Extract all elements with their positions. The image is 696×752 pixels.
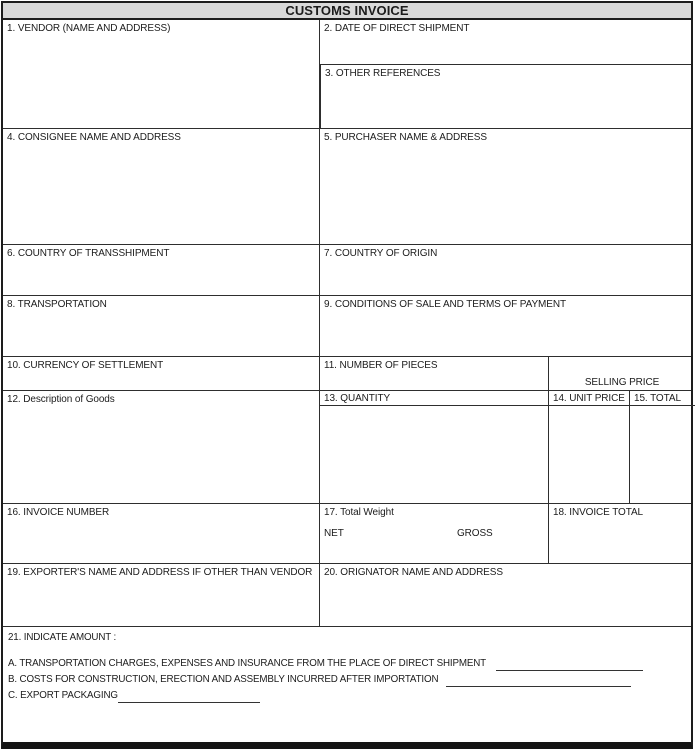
row-exporter-originator — [3, 564, 691, 627]
transportation-field[interactable] — [3, 296, 319, 356]
quantity-field[interactable] — [320, 406, 548, 503]
country-of-origin-label: 7. COUNTRY OF ORIGIN — [324, 248, 438, 259]
consignee-field[interactable] — [3, 129, 319, 244]
total-weight-field[interactable] — [319, 504, 548, 563]
country-of-origin-field[interactable] — [319, 245, 691, 295]
total-weight-label: 17. Total Weight — [324, 507, 394, 518]
other-references-label: 3. OTHER REFERENCES — [325, 68, 441, 79]
total-field[interactable] — [630, 406, 695, 503]
amount-a-line — [8, 656, 686, 671]
row-invoice-weight-total — [3, 504, 691, 564]
date-of-direct-shipment-field[interactable] — [320, 20, 691, 65]
vendor-field[interactable] — [3, 20, 319, 128]
amount-b-label: B. COSTS FOR CONSTRUCTION, ERECTION AND ASSEMBLY INCURRED AFTER IMPORTATION — [8, 674, 439, 686]
amount-c-blank[interactable] — [118, 691, 260, 703]
total-label: 15. TOTAL — [634, 393, 681, 404]
row-indicate-amount — [3, 627, 691, 742]
vendor-label: 1. VENDOR (NAME AND ADDRESS) — [7, 23, 171, 34]
number-of-pieces-field[interactable] — [319, 357, 548, 390]
description-of-goods-field[interactable] — [3, 391, 319, 503]
indicate-amount-label: 21. INDICATE AMOUNT : — [8, 632, 117, 643]
row-consignee-purchaser — [3, 129, 691, 245]
amount-a-blank[interactable] — [496, 659, 643, 671]
amount-b-blank[interactable] — [446, 675, 631, 687]
exporter-field[interactable] — [3, 564, 319, 626]
row-transportation-conditions — [3, 296, 691, 357]
unit-price-column — [548, 391, 629, 503]
country-of-transshipment-field[interactable] — [3, 245, 319, 295]
form-title-bar — [3, 3, 691, 20]
consignee-label: 4. CONSIGNEE NAME AND ADDRESS — [7, 132, 181, 143]
currency-of-settlement-label: 10. CURRENCY OF SETTLEMENT — [7, 360, 164, 371]
gross-weight-label: GROSS — [457, 528, 493, 539]
conditions-of-sale-label: 9. CONDITIONS OF SALE AND TERMS OF PAYMENT — [324, 299, 566, 310]
selling-price-label: SELLING PRICE — [584, 376, 660, 388]
row-currency-pieces — [3, 357, 691, 391]
unit-price-header — [549, 391, 629, 406]
invoice-total-field[interactable] — [548, 504, 695, 563]
unit-price-field[interactable] — [549, 406, 629, 503]
quantity-label: 13. QUANTITY — [324, 393, 391, 404]
total-header — [630, 391, 695, 406]
unit-price-label: 14. UNIT PRICE — [553, 393, 625, 404]
transportation-label: 8. TRANSPORTATION — [7, 299, 107, 310]
purchaser-field[interactable] — [319, 129, 691, 244]
customs-invoice-form — [1, 1, 693, 749]
invoice-number-label: 16. INVOICE NUMBER — [7, 507, 110, 518]
indicate-amount-section — [3, 627, 691, 742]
form-title: CUSTOMS INVOICE — [285, 3, 409, 18]
originator-field[interactable] — [319, 564, 691, 626]
row-vendor-shipment — [3, 20, 691, 129]
conditions-of-sale-field[interactable] — [319, 296, 691, 356]
quantity-column — [319, 391, 548, 503]
net-weight-label: NET — [324, 528, 344, 539]
country-of-transshipment-label: 6. COUNTRY OF TRANSSHIPMENT — [7, 248, 170, 259]
other-references-field[interactable] — [320, 65, 691, 128]
amount-b-line — [8, 672, 686, 687]
shipment-reference-column — [319, 20, 691, 128]
exporter-label: 19. EXPORTER'S NAME AND ADDRESS IF OTHER THAN VENDOR — [7, 567, 313, 578]
purchaser-label: 5. PURCHASER NAME & ADDRESS — [324, 132, 487, 143]
net-gross-line — [324, 528, 544, 540]
currency-of-settlement-field[interactable] — [3, 357, 319, 390]
number-of-pieces-label: 11. NUMBER OF PIECES — [324, 360, 438, 371]
row-goods-table — [3, 391, 691, 504]
invoice-total-label: 18. INVOICE TOTAL — [553, 507, 643, 518]
quantity-header — [320, 391, 548, 406]
description-of-goods-label: 12. Description of Goods — [7, 394, 115, 405]
invoice-number-field[interactable] — [3, 504, 319, 563]
amount-c-line — [8, 688, 686, 703]
selling-price-header-cell — [548, 357, 695, 390]
total-column — [629, 391, 695, 503]
date-of-direct-shipment-label: 2. DATE OF DIRECT SHIPMENT — [324, 23, 470, 34]
amount-a-label: A. TRANSPORTATION CHARGES, EXPENSES AND INSURANCE FROM THE PLACE OF DIRECT SHIPMENT — [8, 658, 487, 670]
row-transshipment-origin — [3, 245, 691, 296]
amount-c-label: C. EXPORT PACKAGING — [8, 690, 118, 702]
originator-label: 20. ORIGNATOR NAME AND ADDRESS — [324, 567, 503, 578]
